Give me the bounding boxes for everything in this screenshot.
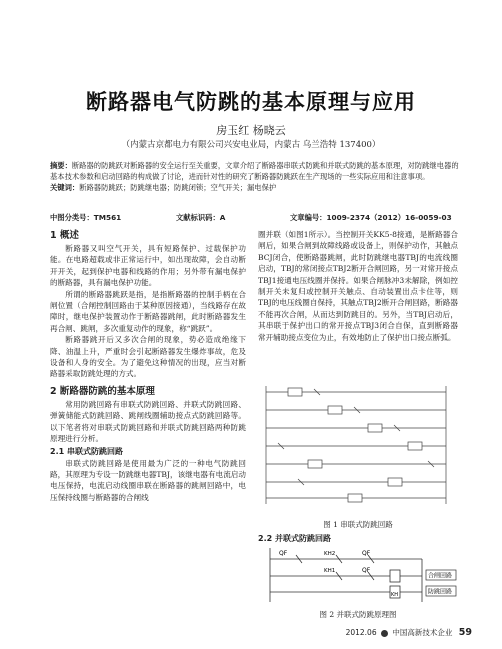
figure-1-caption: 图 1 串联式防跳回路 (323, 520, 393, 529)
section-1-heading: 1 概述 (50, 230, 79, 241)
figure-2-caption: 图 2 并联式防跳原理图 (319, 610, 397, 619)
footer-date: 2012.06 (345, 628, 377, 637)
abstract (50, 160, 460, 182)
fig2-label-kh1: KH1 (324, 568, 336, 574)
fig2-label-kh: KH (391, 592, 399, 598)
fig2-label-qf-b: QF (362, 550, 371, 557)
right-paragraph-1: 圈并联（如图1所示）。当控制开关KK5-8接通，是断路器合闸后，如果合闸到故障线路或设备上，则保护动作，其触点BCJ闭合，使断路器跳闸，此时防跳继电器TBJ的电流线圈启动，TBJ的常闭接点TBJ2断开合闸回路，另一对常开接点TBJ1接通电压线圈并保持。如果合闸脉冲3未解除，例如控制开关未复归或控制开关触点、自动装置出点卡住等，则TBJ的电压线圈自保持，其触点TBJ2断开合闸回路，断路器不能再次合闸，从而达到防跳目的。另外，当TBJ启动后，其串联于保护出口的常开接点TBJ3闭合自保，直到断路器常开辅助接点变位为止，有效地防止了保护出口接点断弧。 (258, 230, 458, 342)
footer-journal: 中国高新技术企业 (392, 628, 453, 637)
authors: 房玉红 杨晓云 (216, 124, 286, 137)
fig2-close-circuit-label: 合闸回路 (428, 572, 453, 580)
section-2-paragraph-1: 常用防跳回路有串联式防跳回路、并联式防跳回路、弹簧储能式防跳回路、跳闸线圈辅助接点式防跳回路等。以下笔者将对串联式防跳回路和并联式防跳回路两种防跳原理进行分析。 (50, 399, 246, 444)
keywords (50, 182, 460, 193)
fig2-label-kh2: KH2 (324, 551, 336, 557)
keywords-text: 断路器防跳跃；防跳继电器；防跳闭锁；空气开关；漏电保护 (79, 183, 277, 192)
fig2-label-qf-a: QF (279, 550, 288, 557)
fig2-anti-jump-circuit-label: 防跳回路 (428, 588, 453, 596)
section-2-heading: 2 断路器防跳的基本原理 (50, 385, 155, 397)
section-1-paragraph-3: 断路器跳开后又多次合闸的现象，势必造成绝缘下降、油温上升，严重时会引起断路器发生爆炸事故，危及设备和人身的安全。为了避免这种情况的出现，应当对断路器采取防跳处理的方式。 (50, 335, 246, 379)
paper-title: 断路器电气防跳的基本原理与应用 (86, 90, 416, 114)
figure-1-diagram (258, 380, 454, 510)
abstract-label: 摘要： (50, 161, 72, 170)
page-number: 59 (458, 627, 472, 638)
left-column (50, 229, 246, 503)
fig2-label-qf-c: QF (362, 567, 371, 574)
article-number: 文章编号：1009-2374（2012）16-0059-03 (290, 213, 452, 222)
section-1-paragraph-2: 所谓的断路器跳跃是指，是指断路器的控制手柄在合闸位置（合闸控制回路由于某种原因接通），当线路存在故障时，继电保护装置动作于断路器跳闸，此时断路器发生再合闸、跳闸，多次重复动作的现象，称“跳跃”。 (50, 289, 246, 333)
journal-logo-icon (381, 630, 388, 637)
page-footer (346, 627, 472, 638)
section-2-1-heading: 2.1 串联式防跳回路 (50, 446, 123, 456)
abstract-block (50, 160, 460, 193)
section-2-2-heading: 2.2 并联式防跳回路 (258, 534, 331, 543)
section-2-1-paragraph-1: 串联式防跳回路是使用最为广泛的一种电气防跳回路，其原理为专设一防跳继电器TBJ，该继电器有电流启动电压保持，电流启动线圈串联在断路器的跳闸回路中，电压保持线圈与断路器的合闸线 (50, 458, 246, 502)
document-code: 文献标识码：A (176, 213, 226, 222)
right-column-text (258, 229, 458, 343)
section-1-paragraph-1: 断路器又叫空气开关，具有短路保护、过载保护功能。在电路超载或非正常运行中，如出现故障，会自动断开开关，起到保护电器和线路的作用；另外带有漏电保护的断路器，具有漏电保护功能。 (50, 244, 246, 288)
figure-2-diagram (262, 546, 458, 604)
keywords-label: 关键词： (50, 183, 80, 192)
abstract-text: 断路器的防跳跃对断路器的安全运行至关重要，文章介绍了断路器串联式防跳和并联式防跳的基本原理，对防跳继电器的基本技术参数和启动回路的构成做了讨论，进而针对性的研究了断路器防跳跃在生产现场的一些实际应用和注意事项。 (50, 161, 459, 181)
clc-number: 中图分类号：TM561 (50, 213, 122, 222)
affiliation: （内蒙古京都电力有限公司兴安电业局，内蒙古 乌兰浩特 137400） (121, 140, 381, 150)
